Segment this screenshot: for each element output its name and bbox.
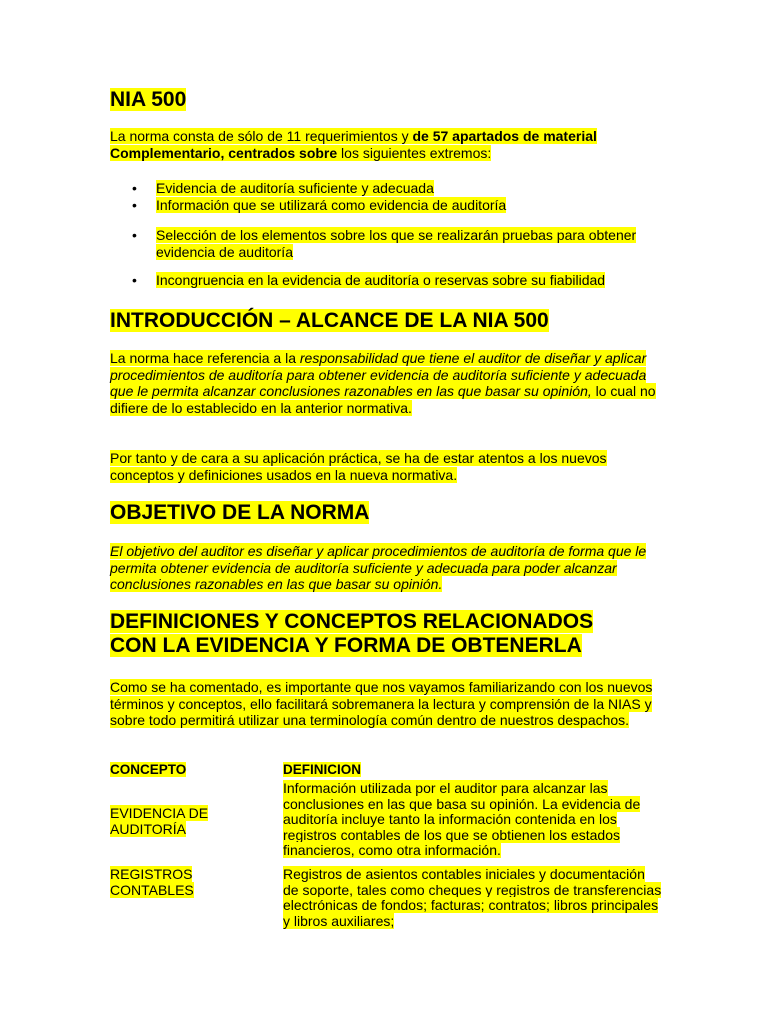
table-header-definicion: DEFINICION: [283, 762, 362, 777]
list-item: • Incongruencia en la evidencia de auditoría o reservas sobre su fiabilidad: [110, 272, 670, 289]
list-item: • Información que se utilizará como evidencia de auditoría: [110, 197, 670, 214]
bullet-list-1: [110, 180, 670, 213]
table-row-definition: Registros de asientos contables iniciales y documentación de soporte, tales como cheques y registros de transferencias electrónicas de fondos; facturas; contratos; libros principales y libros auxiliares;: [283, 866, 662, 929]
section3-paragraph: Como se ha comentado, es importante que nos vayamos familiarizando con los nuevos términos y conceptos, ello facilitará sobremanera la lectura y comprensión de la NIAS y sobre todo permitirá utilizar una terminología común dentro de nuestros despachos.: [110, 679, 653, 728]
section1-paragraph-2: Por tanto y de cara a su aplicación práctica, se ha de estar atentos a los nuevos conceptos y definiciones usados en la nueva normativa.: [110, 450, 607, 483]
table-row-concept: REGISTROS CONTABLES: [110, 866, 194, 898]
document-title-text: NIA 500: [110, 88, 187, 111]
table-row-concept: EVIDENCIA DE AUDITORÍA: [110, 805, 209, 837]
table-row-definition: Información utilizada por el auditor para alcanzar las conclusiones en las que basa su opinión. La evidencia de auditoría incluye tanto la información contenida en los registros contables de los que se obtienen los estados financieros, como otra información.: [283, 780, 641, 859]
list-item: • Evidencia de auditoría suficiente y adecuada: [110, 180, 670, 197]
intro-text: La norma consta de sólo de 11 requerimientos y: [110, 128, 413, 144]
intro-bold-text: de 57 apartados de material Complementario, centrados sobre: [110, 128, 597, 161]
list-item: • Selección de los elementos sobre los que se realizarán pruebas para obtener evidencia de auditoría: [110, 227, 650, 260]
bullet-list-3: [110, 272, 670, 289]
section-heading-introduccion: INTRODUCCIÓN – ALCANCE DE LA NIA 500: [110, 309, 549, 332]
document-title: [110, 88, 186, 112]
section-heading-objetivo: OBJETIVO DE LA NORMA: [110, 501, 370, 524]
intro-end-text: los siguientes extremos:: [337, 144, 492, 161]
section1-paragraph-1: La norma hace referencia a la responsabilidad que tiene el auditor de diseñar y aplicar procedimientos de auditoría para obtener evidencia de auditoría suficiente y adecuada que le permita alcanzar conclusiones razonables en las que basar su opinión, lo cual no difiere de lo establecido en la anterior normativa.: [110, 350, 656, 416]
table-header-concepto: CONCEPTO: [110, 762, 187, 777]
bullet-list-2: [110, 227, 650, 260]
section2-paragraph: El objetivo del auditor es diseñar y aplicar procedimientos de auditoría de forma que le permita obtener evidencia de auditoría suficiente y adecuada para poder alcanzar conclusiones razonables en las que basar su opinión.: [110, 543, 647, 592]
section-heading-definiciones: DEFINICIONES Y CONCEPTOS RELACIONADOS CON LA EVIDENCIA Y FORMA DE OBTENERLA: [110, 610, 594, 657]
intro-paragraph: [110, 128, 660, 161]
